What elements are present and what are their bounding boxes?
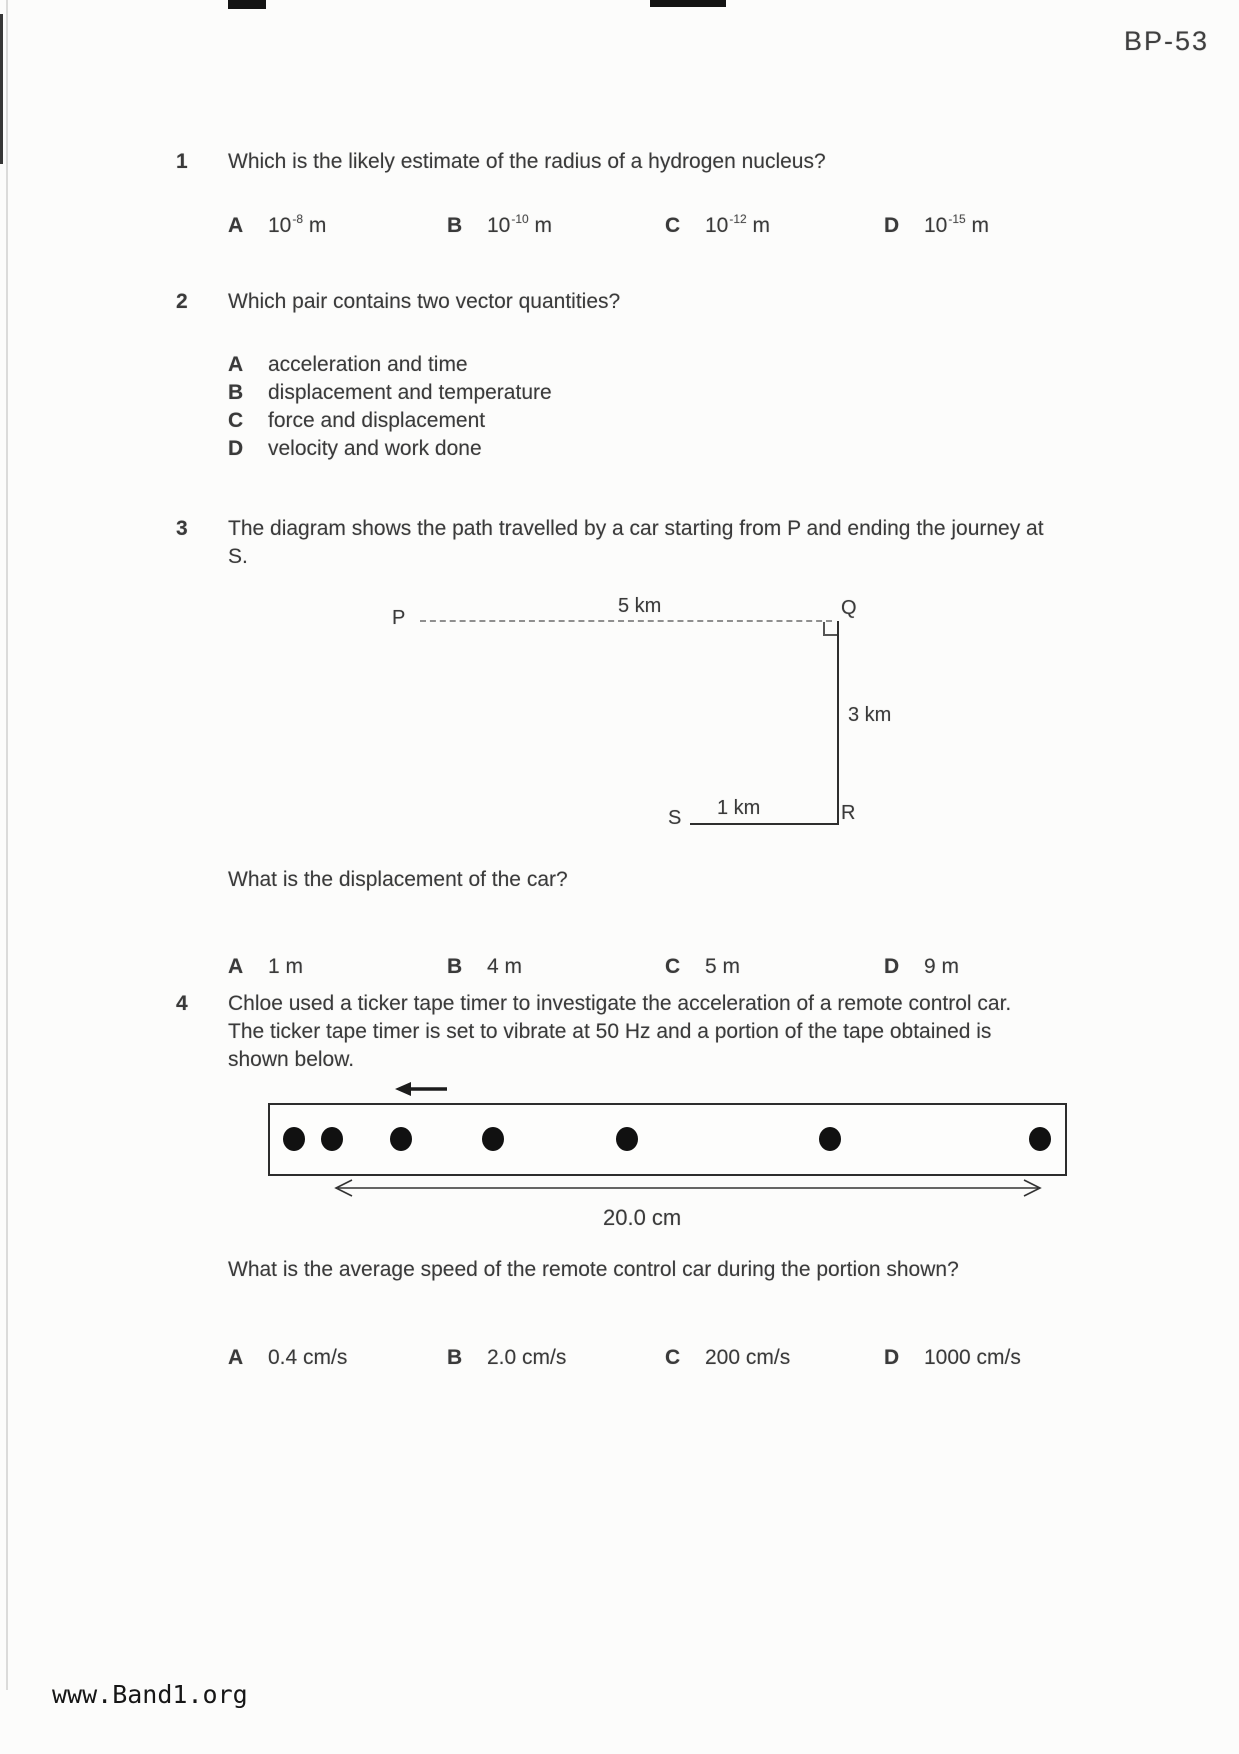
q2-number: 2 <box>176 290 188 313</box>
tape-dot <box>482 1127 504 1151</box>
q4-option-a <box>228 1344 347 1372</box>
q2-option-c <box>228 407 485 435</box>
tape-direction-arrow-icon <box>393 1080 451 1098</box>
tape-dot <box>390 1127 412 1151</box>
scan-mark-top-center <box>650 0 726 7</box>
q3-option-b <box>447 953 522 981</box>
scan-mark-left-edge <box>0 14 3 164</box>
q4-option-b <box>447 1344 566 1372</box>
q4-options <box>228 1344 1128 1374</box>
diagram-point-p: P <box>392 607 406 629</box>
diagram-point-q: Q <box>841 597 857 619</box>
q2-option-a <box>228 351 468 379</box>
q2-option-d <box>228 435 482 463</box>
right-angle-marker <box>823 622 838 636</box>
option-letter: A <box>228 353 244 376</box>
option-text: 5 m <box>705 955 741 978</box>
q4-option-c <box>665 1344 790 1372</box>
option-value: $10^{-8}$ m <box>268 212 327 237</box>
tape-dot <box>616 1127 638 1151</box>
option-letter: D <box>228 437 244 460</box>
option-letter: C <box>228 409 244 432</box>
footer-url: www.Band1.org <box>52 1680 248 1709</box>
q4-text-line1: Chloe used a ticker tape timer to investigate the acceleration of a remote control car. <box>228 992 1012 1015</box>
tape-length-label: 20.0 cm <box>603 1205 682 1230</box>
option-text: displacement and temperature <box>268 381 552 404</box>
option-text: acceleration and time <box>268 353 468 376</box>
option-value: $10^{-10}$ m <box>487 212 553 237</box>
option-letter: A <box>228 214 244 237</box>
scan-edge-shading <box>6 0 8 1690</box>
q3-number: 3 <box>176 517 188 540</box>
q3-option-d <box>884 953 959 981</box>
option-letter: C <box>665 1346 681 1369</box>
option-letter: D <box>884 955 900 978</box>
option-text: 1 m <box>268 955 304 978</box>
page-code: BP-53 <box>1123 26 1209 56</box>
option-text: 200 cm/s <box>705 1346 791 1369</box>
diagram-point-s: S <box>668 807 682 829</box>
diagram-dist-sr: 1 km <box>717 797 761 819</box>
q4-option-d <box>884 1344 1021 1372</box>
option-text: velocity and work done <box>268 437 482 460</box>
scan-mark-top-left <box>228 0 266 9</box>
q1-option-a <box>228 206 326 240</box>
q1-option-c <box>665 206 770 240</box>
q4-text-line3: shown below. <box>228 1048 355 1071</box>
option-letter: B <box>447 955 463 978</box>
q1-number: 1 <box>176 150 188 173</box>
diagram-line-qr <box>837 621 839 825</box>
diagram-dist-qr: 3 km <box>848 704 892 726</box>
diagram-point-r: R <box>841 802 856 824</box>
option-value: $10^{-12}$ m <box>705 212 771 237</box>
option-text: 4 m <box>487 955 523 978</box>
q1-options <box>228 206 1128 236</box>
tape-length-arrow <box>330 1177 1046 1199</box>
q3-options <box>228 953 1128 983</box>
q1-option-d <box>884 206 989 240</box>
ticker-tape <box>268 1103 1067 1176</box>
option-letter: A <box>228 1346 244 1369</box>
option-letter: B <box>447 1346 463 1369</box>
option-letter: A <box>228 955 244 978</box>
tape-dot <box>819 1127 841 1151</box>
option-letter: B <box>228 381 244 404</box>
option-value: $10^{-15}$ m <box>924 212 990 237</box>
diagram-line-sr <box>690 823 838 825</box>
q1-option-b <box>447 206 552 240</box>
q4-number: 4 <box>176 992 188 1015</box>
q3-option-a <box>228 953 303 981</box>
tape-dot <box>321 1127 343 1151</box>
q1-text: Which is the likely estimate of the radius of a hydrogen nucleus? <box>228 150 826 173</box>
tape-dot <box>1029 1127 1051 1151</box>
diagram-dist-pq: 5 km <box>618 595 662 617</box>
q3-sub-question: What is the displacement of the car? <box>228 868 568 891</box>
tape-dot <box>283 1127 305 1151</box>
option-letter: C <box>665 214 681 237</box>
option-text: 2.0 cm/s <box>487 1346 567 1369</box>
option-text: 9 m <box>924 955 960 978</box>
option-text: 1000 cm/s <box>924 1346 1021 1369</box>
q2-text: Which pair contains two vector quantities? <box>228 290 621 313</box>
option-letter: B <box>447 214 463 237</box>
option-text: force and displacement <box>268 409 486 432</box>
diagram-line-pq <box>420 620 832 622</box>
option-letter: C <box>665 955 681 978</box>
q3-option-c <box>665 953 740 981</box>
q3-text-line1: The diagram shows the path travelled by a car starting from P and ending the journey at <box>228 517 1044 540</box>
q3-text-line2: S. <box>228 545 248 568</box>
q4-sub-question: What is the average speed of the remote control car during the portion shown? <box>228 1258 959 1281</box>
q4-text-line2: The ticker tape timer is set to vibrate at 50 Hz and a portion of the tape obtained is <box>228 1020 992 1043</box>
option-letter: D <box>884 214 900 237</box>
option-letter: D <box>884 1346 900 1369</box>
q2-option-b <box>228 379 552 407</box>
option-text: 0.4 cm/s <box>268 1346 348 1369</box>
